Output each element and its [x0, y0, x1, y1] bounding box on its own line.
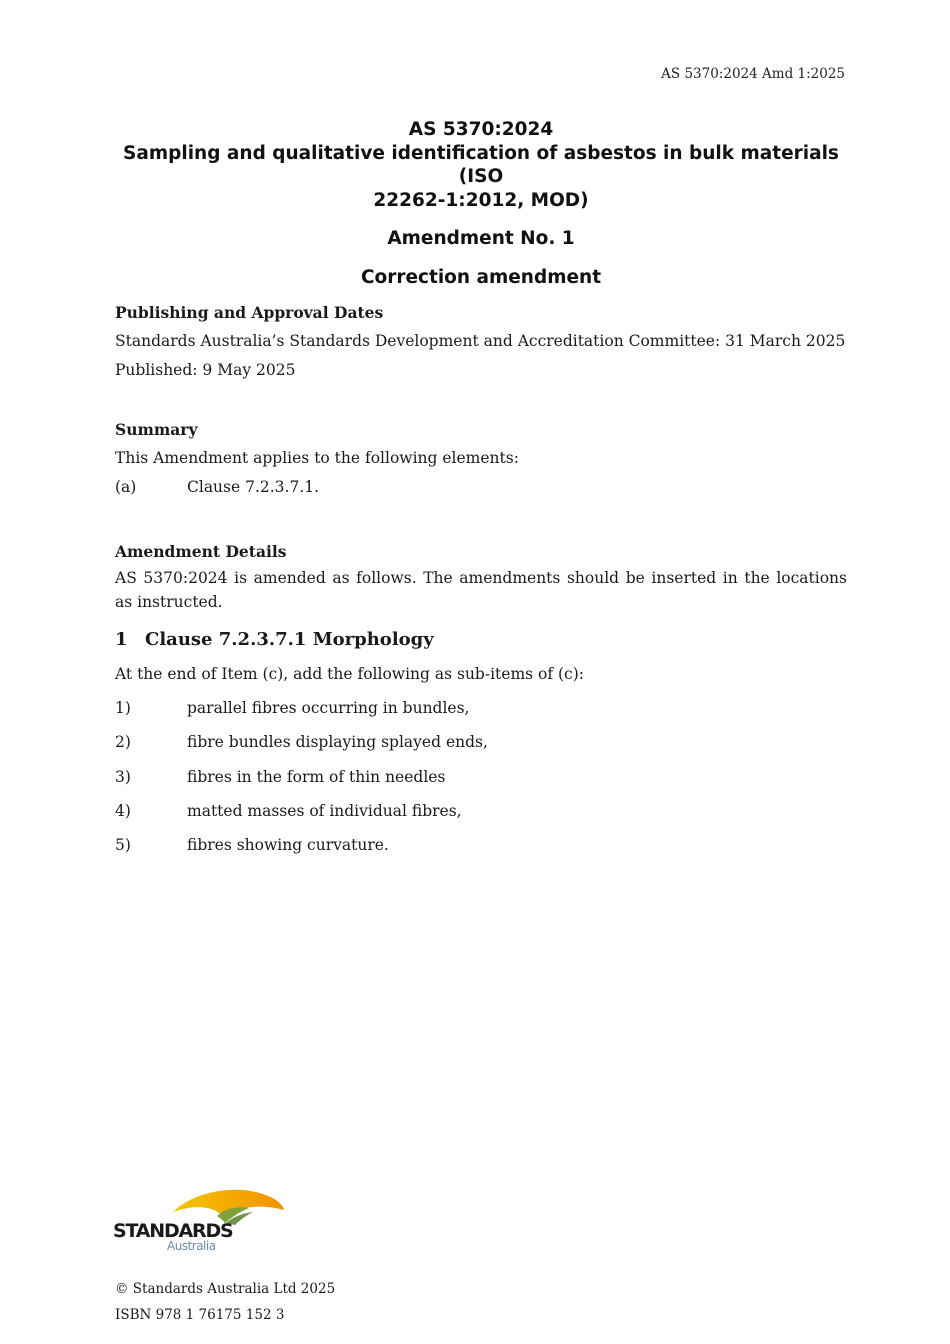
copyright: © Standards Australia Ltd 2025	[115, 1281, 336, 1297]
list-item-text: matted masses of individual fibres,	[187, 802, 462, 820]
summary-item	[115, 478, 319, 496]
list-item	[115, 836, 389, 854]
standard-title-line-1: Sampling and qualitative identification of asbestos in bulk materials (ISO	[123, 142, 839, 187]
list-item	[115, 768, 445, 786]
amendment-number: Amendment No. 1	[387, 228, 575, 249]
standard-code: AS 5370:2024	[408, 119, 554, 140]
clause-number: 1	[115, 629, 128, 650]
details-text: AS 5370:2024 is amended as follows. The amendments should be inserted in the locations as instructed.	[115, 569, 847, 611]
standards-australia-logo	[113, 1186, 288, 1252]
list-item	[115, 802, 462, 820]
list-item-label: 5)	[115, 836, 131, 854]
details-heading: Amendment Details	[115, 542, 287, 561]
logo-subtitle: Australia	[167, 1239, 216, 1253]
summary-heading: Summary	[115, 420, 198, 439]
list-item-label: 2)	[115, 733, 131, 751]
list-item-label: 1)	[115, 699, 131, 717]
summary-item-text: Clause 7.2.3.7.1.	[187, 478, 320, 496]
list-item-label: 3)	[115, 768, 131, 786]
clause-intro: At the end of Item (c), add the following as sub-items of (c):	[115, 665, 585, 683]
summary-item-label: (a)	[115, 478, 137, 496]
document-reference: AS 5370:2024 Amd 1:2025	[661, 66, 845, 82]
standard-title-line-2: 22262-1:2012, MOD)	[373, 189, 589, 211]
published-date: Published: 9 May 2025	[115, 361, 296, 379]
logo-wordmark: STANDARDS	[113, 1220, 233, 1242]
dates-heading: Publishing and Approval Dates	[115, 303, 384, 322]
list-item-text: fibres showing curvature.	[187, 836, 389, 854]
title-block	[115, 118, 847, 290]
approval-date: Standards Australia’s Standards Development and Accreditation Committee: 31 March 2025	[115, 332, 846, 350]
list-item-text: fibres in the form of thin needles	[187, 768, 446, 786]
isbn: ISBN 978 1 76175 152 3	[115, 1307, 285, 1323]
list-item-text: parallel fibres occurring in bundles,	[187, 699, 470, 717]
clause-title: Clause 7.2.3.7.1 Morphology	[145, 629, 434, 650]
list-item	[115, 699, 469, 717]
clause-heading	[115, 629, 434, 650]
list-item	[115, 733, 488, 751]
list-item-label: 4)	[115, 802, 131, 820]
amendment-type: Correction amendment	[360, 267, 602, 288]
summary-intro: This Amendment applies to the following elements:	[115, 449, 519, 467]
list-item-text: fibre bundles displaying splayed ends,	[187, 733, 488, 751]
